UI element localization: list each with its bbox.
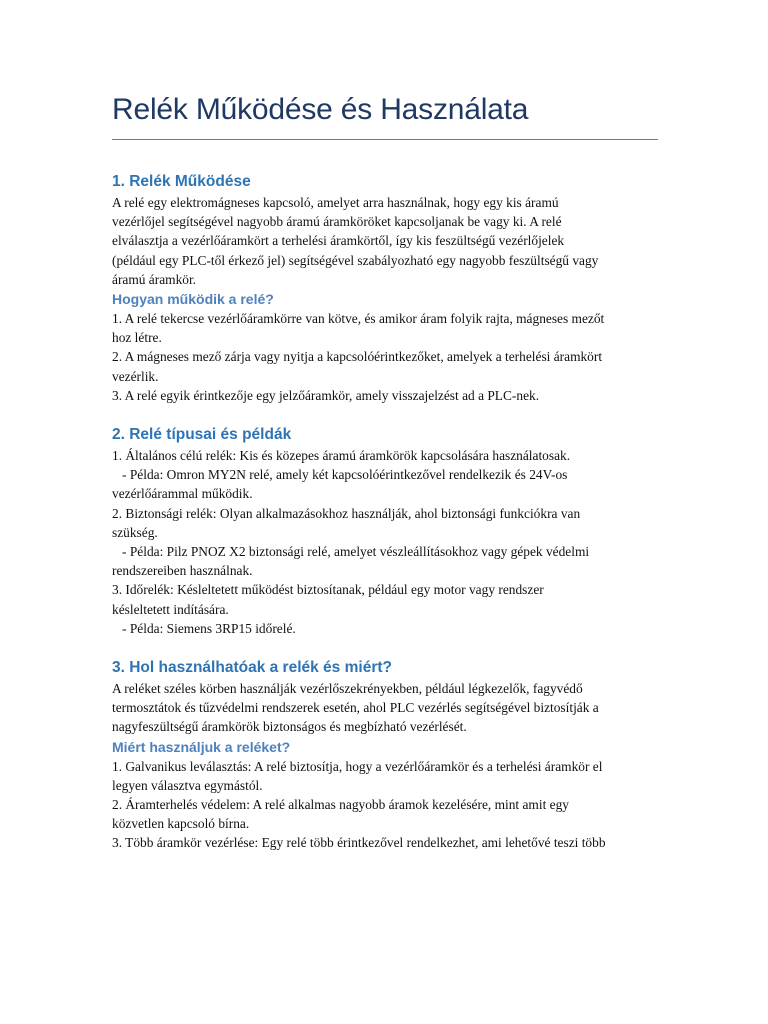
list-line: 3. Időrelék: Késleltetett működést biztosítanak, például egy motor vagy rendszer [112, 582, 544, 598]
subsection-heading: Miért használjuk a reléket? [112, 738, 291, 755]
list-line: - Példa: Omron MY2N relé, amely két kapcsolóérintkezővel rendelkezik és 24V-os [112, 467, 568, 483]
section-relay-operation [112, 171, 660, 405]
text-line: áramú áramkör. [112, 271, 197, 287]
list-line: vezérlik. [112, 368, 159, 384]
list-line: - Példa: Pilz PNOZ X2 biztonsági relé, amelyet vészleállításokhoz vagy gépek védelmi [112, 544, 590, 560]
section-relay-types [112, 424, 660, 638]
section-heading: 1. Relék Működése [112, 173, 251, 190]
list-line: legyen választva egymástól. [112, 777, 263, 793]
list-line: szükség. [112, 524, 158, 540]
numbered-list [112, 446, 660, 638]
section-heading: 2. Relé típusai és példák [112, 426, 292, 444]
section-heading: 3. Hol használhatóak a relék és miért? [112, 659, 392, 677]
list-line: 2. A mágneses mező zárja vagy nyitja a kapcsolóérintkezőket, amelyek a terhelési áramkört [112, 349, 603, 365]
list-line: vezérlőárammal működik. [112, 486, 253, 502]
text-line: A relé egy elektromágneses kapcsoló, amelyet arra használnak, hogy egy kis áramú [112, 195, 559, 210]
list-line: 1. Általános célú relék: Kis és közepes áramú áramkörök kapcsolására használatosak. [112, 448, 571, 464]
text-line: (például egy PLC-től érkező jel) segítségével szabályozható egy nagyobb feszültségű vagy [112, 252, 599, 268]
list-line: közvetlen kapcsoló bírna. [112, 816, 250, 832]
text-line: nagyfeszültségű áramkörök biztonságos és megbízható vezérlését. [112, 719, 467, 735]
section-paragraph [112, 679, 660, 737]
list-line: hoz létre. [112, 330, 162, 346]
list-line: késleltetett indítására. [112, 601, 229, 617]
document-title: Relék Működése és Használata [112, 93, 529, 126]
list-line: - Példa: Siemens 3RP15 időrelé. [112, 620, 296, 636]
list-line: 3. A relé egyik érintkezője egy jelzőáramkör, amely visszajelzést ad a PLC-nek. [112, 387, 540, 403]
list-line: 1. A relé tekercse vezérlőáramkörre van kötve, és amikor áram folyik rajta, mágneses mezőt [112, 311, 605, 327]
section-paragraph [112, 193, 660, 289]
text-line: elválasztja a vezérlőáramkört a terhelési áramkörtől, így kis feszültségű vezérlőjelek [112, 233, 565, 249]
subsection-heading: Hogyan működik a relé? [112, 291, 274, 308]
text-line: vezérlőjel segítségével nagyobb áramú áramköröket kapcsoljanak be vagy ki. A relé [112, 214, 562, 230]
list-line: 1. Galvanikus leválasztás: A relé biztosítja, hogy a vezérlőáramkör és a terhelési áramkör el [112, 758, 603, 774]
section-relay-usage [112, 657, 660, 853]
numbered-list [112, 309, 660, 405]
text-line: A reléket széles körben használják vezérlőszekrényekben, például légkezelők, fagyvédő [112, 681, 583, 697]
document-body [112, 171, 660, 853]
list-line: 3. Több áramkör vezérlése: Egy relé több érintkezővel rendelkezhet, ami lehetővé teszi több [112, 835, 606, 851]
title-divider [112, 139, 658, 140]
list-line: 2. Áramterhelés védelem: A relé alkalmas nagyobb áramok kezelésére, mint amit egy [112, 797, 569, 813]
numbered-list [112, 757, 660, 853]
list-line: 2. Biztonsági relék: Olyan alkalmazásokhoz használják, ahol biztonsági funkciókra van [112, 505, 581, 521]
list-line: rendszereiben használnak. [112, 563, 253, 579]
text-line: termosztátok és tűzvédelmi rendszerek esetén, ahol PLC vezérlés segítségével biztosítják a [112, 700, 599, 716]
